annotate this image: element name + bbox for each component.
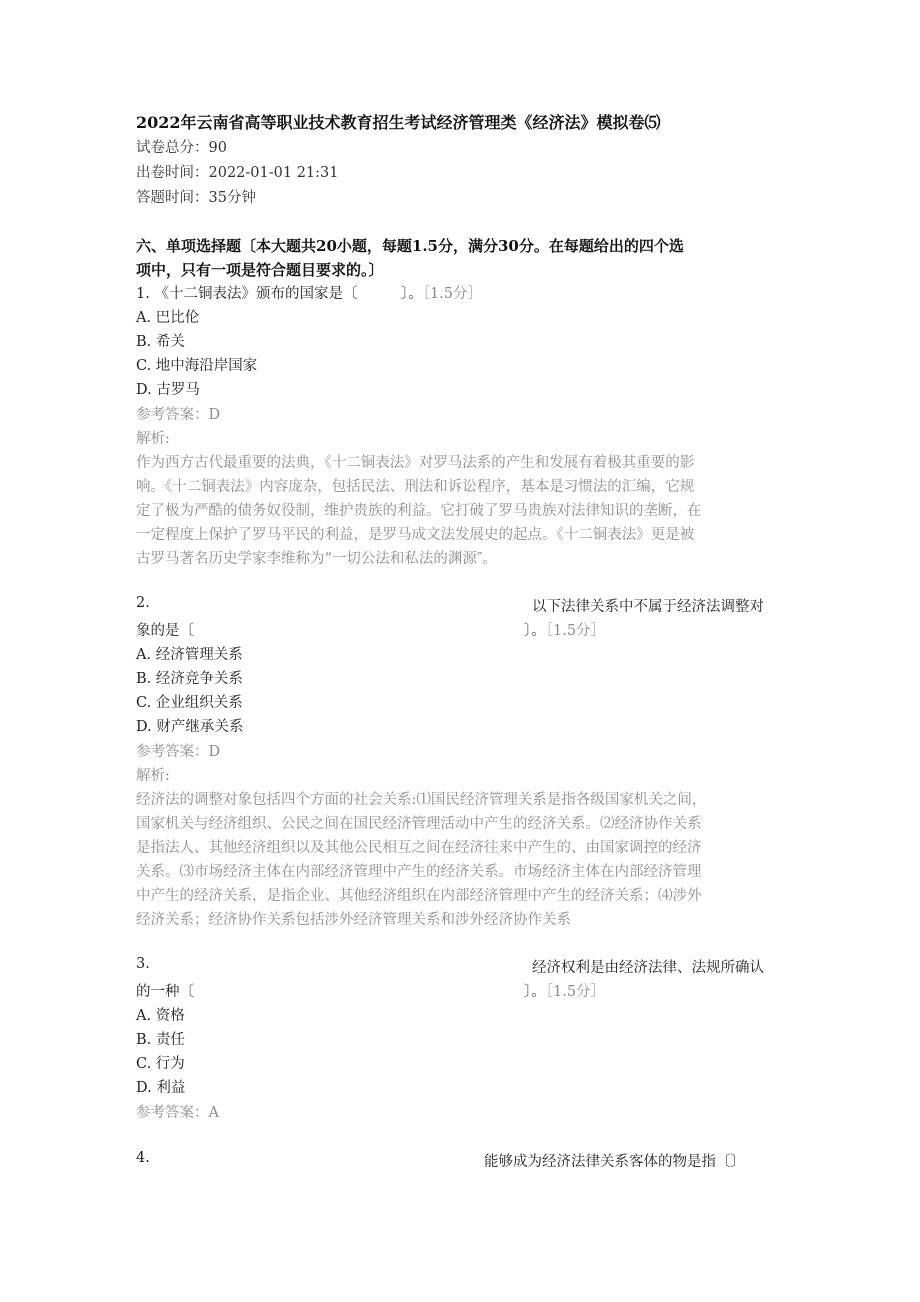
question-3-text-left: 的一种〔 [136, 984, 194, 1000]
question-2-bracket-text: 〕。 [524, 623, 546, 639]
question-2-analysis-label: 解析: [136, 768, 170, 784]
exam-title: 2022年云南省高等职业技术教育招生考试经济管理类《经济法》模拟卷⑸ [136, 113, 661, 132]
question-2-answer: 参考答案：D [136, 744, 221, 760]
question-3-text-right: 经济权利是由经济法律、法规所确认 [532, 960, 764, 976]
question-2-option-a[interactable]: A. 经济管理关系 [136, 647, 243, 663]
question-4-number: 4. [136, 1150, 150, 1166]
question-1-analysis-line: 定了极为严酷的债务奴役制，维护贵族的利益。它打破了罗马贵族对法律知识的垄断，在 [136, 503, 702, 519]
section-heading-line1: 六、单项选择题〔本大题共20小题，每题1.5分，满分30分。在每题给出的四个选 [136, 237, 684, 255]
total-score: 试卷总分：90 [136, 140, 227, 156]
question-1-score: ［1.5分］ [422, 286, 483, 302]
question-3-option-a[interactable]: A. 资格 [136, 1008, 185, 1024]
question-3-answer: 参考答案：A [136, 1105, 219, 1121]
question-2-analysis-line: 国家机关与经济组织、公民之间在国民经济管理活动中产生的经济关系。⑵经济协作关系 [136, 816, 702, 832]
question-1-option-c[interactable]: C. 地中海沿岸国家 [136, 358, 258, 374]
question-1-option-d[interactable]: D. 古罗马 [136, 382, 200, 398]
question-1-analysis-label: 解析: [136, 431, 170, 447]
question-1-analysis-line: 响。《十二铜表法》内容庞杂，包括民法、刑法和诉讼程序，基本是习惯法的汇编，它规 [136, 479, 695, 495]
answer-time: 答题时间：35分钟 [136, 190, 256, 206]
question-3-score: ［1.5分］ [545, 984, 606, 1000]
question-1-option-a[interactable]: A. 巴比伦 [136, 310, 200, 326]
question-2-score: ［1.5分］ [545, 623, 606, 639]
question-1-analysis-line: 一定程度上保护了罗马平民的利益，是罗马成文法发展史的起点。《十二铜表法》更是被 [136, 527, 695, 543]
question-2-bracket-close [524, 619, 605, 640]
issue-time: 出卷时间：2022-01-01 21:31 [136, 165, 339, 181]
question-1-analysis-line: 古罗马著名历史学家李维称为“一切公法和私法的渊源″。 [136, 551, 497, 567]
question-2-analysis-line: 中产生的经济关系，是指企业、其他经济组织在内部经济管理中产生的经济关系；⑷涉外 [136, 888, 702, 904]
question-1-analysis-line: 作为西方古代最重要的法典，《十二铜表法》对罗马法系的产生和发展有着极其重要的影 [136, 455, 695, 471]
question-2-analysis-line: 是指法人、其他经济组织以及其他公民相互之间在经济往来中产生的、由国家调控的经济 [136, 840, 702, 856]
question-3-bracket-close [524, 980, 605, 1001]
question-1-option-b[interactable]: B. 希关 [136, 334, 185, 350]
question-3-option-b[interactable]: B. 责任 [136, 1032, 185, 1048]
question-3-number: 3. [136, 956, 150, 972]
question-2-option-d[interactable]: D. 财产继承关系 [136, 719, 244, 735]
question-1-answer: 参考答案：D [136, 407, 221, 423]
question-2-option-c[interactable]: C. 企业组织关系 [136, 695, 243, 711]
question-3-option-c[interactable]: C. 行为 [136, 1056, 185, 1072]
question-3-bracket-text: 〕。 [524, 984, 546, 1000]
question-2-text-left: 象的是〔 [136, 623, 194, 639]
question-2-number: 2. [136, 595, 150, 611]
question-2-analysis-line: 经济法的调整对象包括四个方面的社会关系:⑴国民经济管理关系是指各级国家机关之间， [136, 792, 707, 808]
question-4-text-right: 能够成为经济法律关系客体的物是指〔〕 [484, 1154, 745, 1170]
question-1 [136, 282, 482, 303]
section-heading-line2: 项中，只有一项是符合题目要求的。〕 [136, 261, 384, 279]
question-2-analysis-line: 关系。⑶市场经济主体在内部经济管理中产生的经济关系。市场经济主体在内部经济管理 [136, 864, 702, 880]
question-1-text: 1. 《十二铜表法》颁布的国家是〔 〕。 [136, 286, 423, 302]
question-2-analysis-line: 经济关系；经济协作关系包括涉外经济管理关系和涉外经济协作关系 [136, 912, 571, 928]
question-3-option-d[interactable]: D. 利益 [136, 1080, 186, 1096]
question-2-text-right: 以下法律关系中不属于经济法调整对 [532, 599, 764, 615]
question-2-option-b[interactable]: B. 经济竞争关系 [136, 671, 243, 687]
